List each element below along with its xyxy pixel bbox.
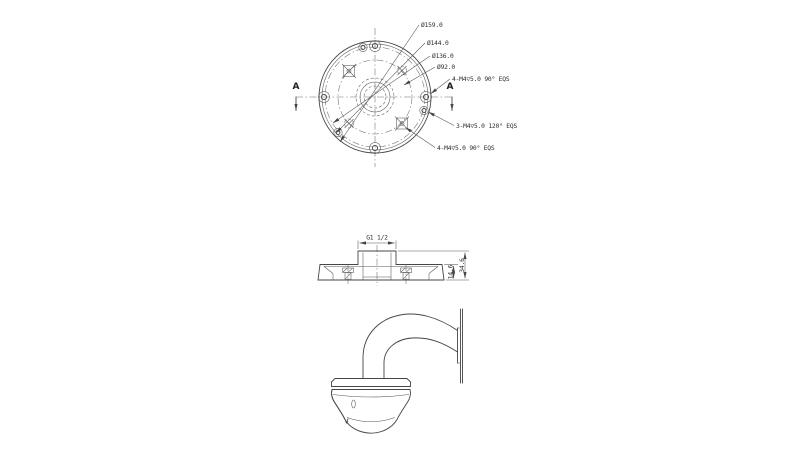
arm-outer-line [363, 314, 458, 378]
knockout-cross [398, 66, 407, 75]
side-screw [352, 400, 356, 408]
leader-line [404, 67, 435, 85]
section-view [318, 235, 469, 287]
knockout-square [342, 64, 356, 78]
small-hole [334, 128, 342, 136]
leader-line [333, 56, 430, 123]
dome-camera [331, 379, 410, 434]
top-view [293, 21, 518, 167]
camera-collar [332, 379, 411, 390]
height-dimensions [398, 251, 469, 280]
body-seam [333, 395, 409, 398]
knockout-cross [345, 119, 354, 128]
section-markers [293, 82, 454, 111]
diameter-callout-144: Ø144.0 [427, 40, 449, 47]
section-label-right: A [446, 82, 454, 92]
small-hole [359, 43, 367, 51]
dome-trim-ring [347, 418, 395, 422]
diameter-callout-92: Ø92.0 [437, 64, 455, 71]
hole-callout-3x120: 3-M4▽5.0 120° EQS [456, 123, 518, 130]
plate-section [318, 265, 444, 281]
plate-height-label: 14.6 [447, 264, 455, 280]
leader-line [428, 112, 454, 126]
arm-inner-line [384, 338, 458, 379]
camera-body [331, 390, 410, 424]
thread-dim-label: G1 1/2 [366, 234, 388, 242]
wall-plate [458, 309, 463, 383]
side-view [331, 309, 462, 433]
dome-bubble [345, 418, 397, 434]
hole-callout-4x90-b: 4-M4▽5.0 90° EQS [437, 145, 495, 152]
section-label-left: A [292, 82, 300, 92]
diameter-callouts [333, 21, 455, 142]
diameter-callout-159: Ø159.0 [421, 22, 443, 29]
total-height-label: 34.6 [459, 258, 466, 273]
diameter-callout-136: Ø136.0 [432, 53, 454, 60]
gooseneck-arm [363, 314, 458, 378]
leader-line [336, 43, 425, 133]
hole-callout-4x90-a: 4-M4▽5.0 90° EQS [452, 76, 510, 83]
